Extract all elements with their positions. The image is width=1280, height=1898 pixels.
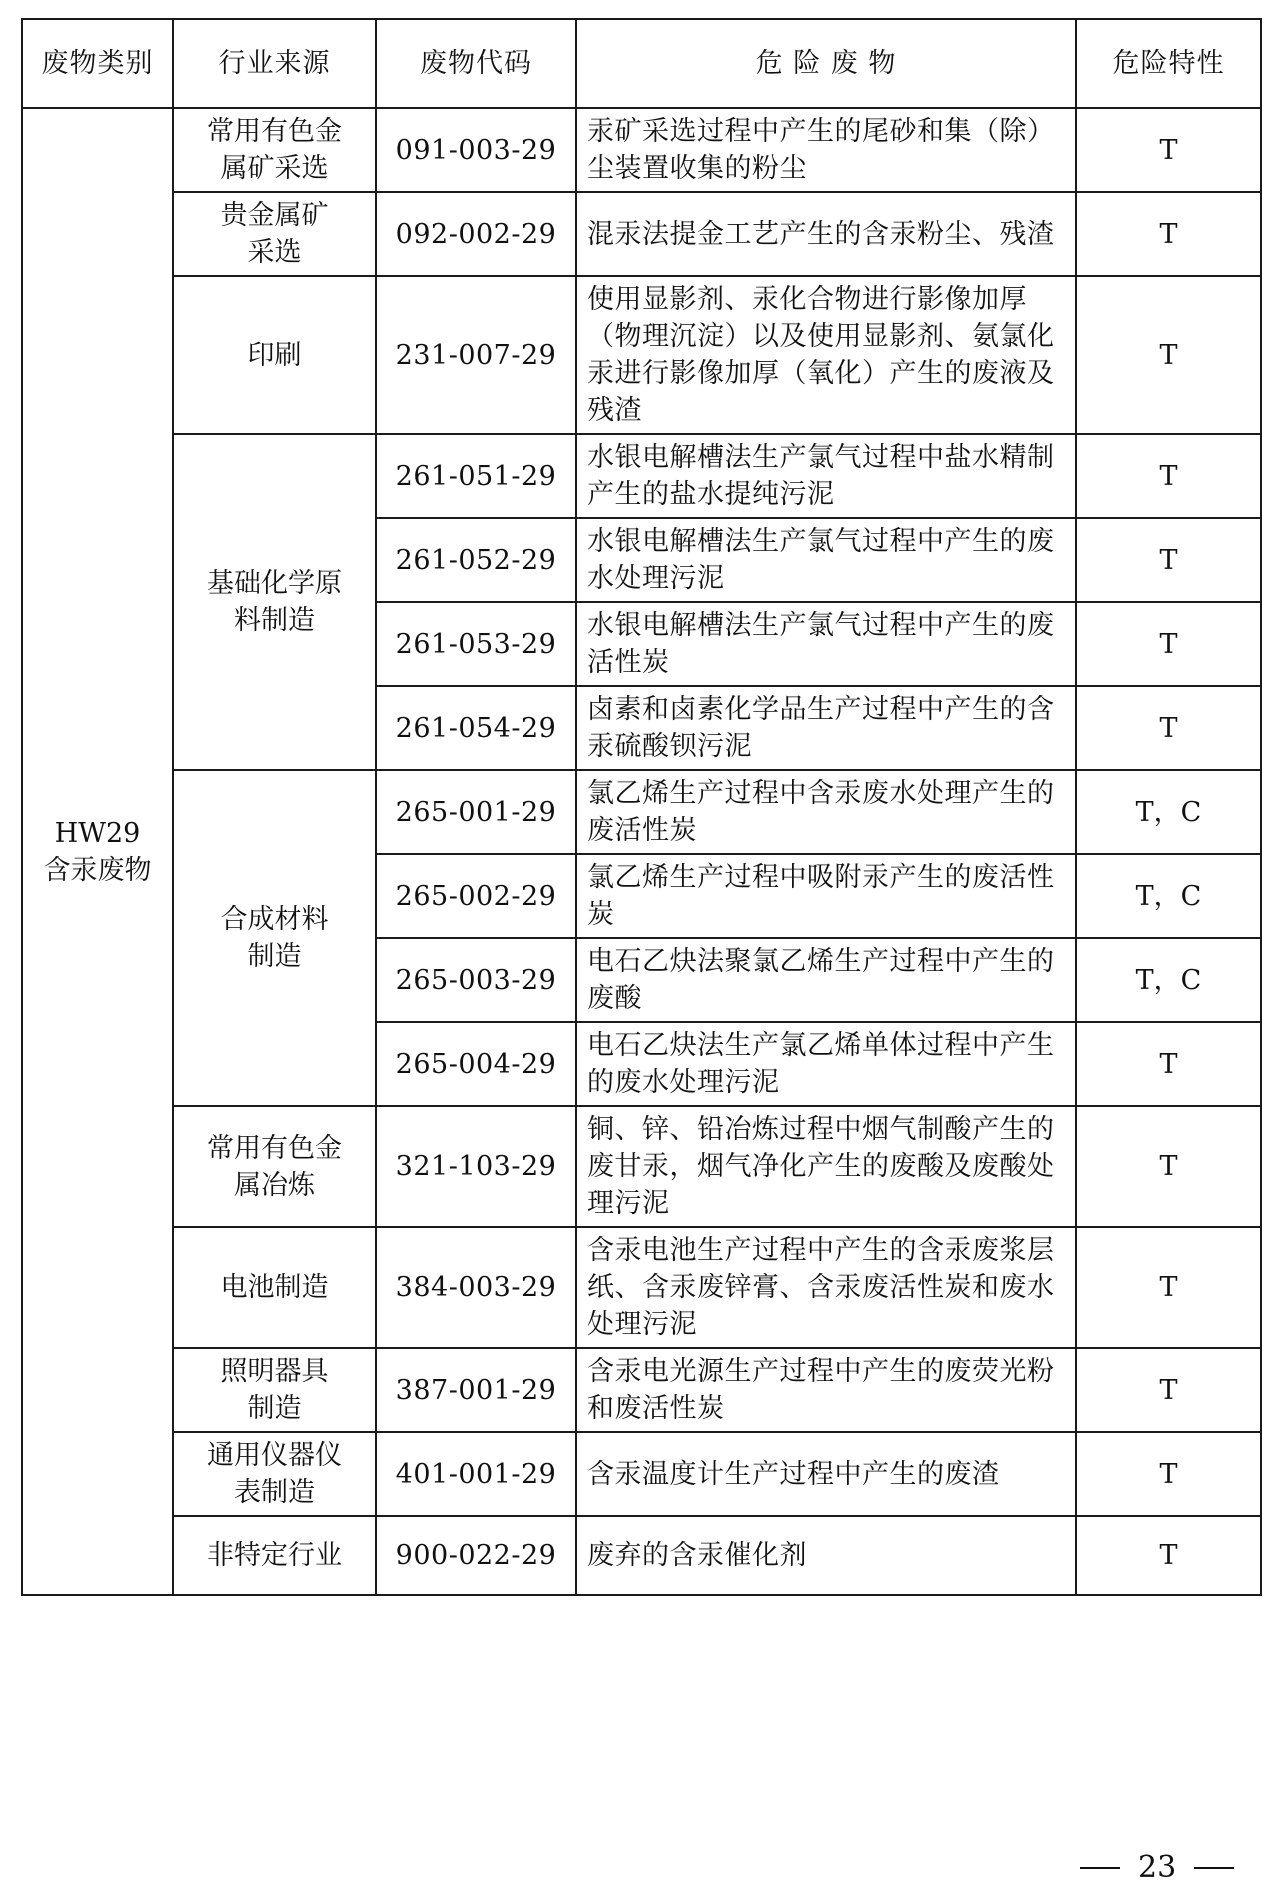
source-line: 料制造 bbox=[234, 605, 315, 636]
waste-code-cell: 265-002-29 bbox=[376, 854, 576, 938]
waste-description-cell: 电石乙炔法生产氯乙烯单体过程中产生的废水处理污泥 bbox=[576, 1022, 1076, 1106]
hazard-property-cell: T bbox=[1076, 1106, 1261, 1227]
waste-code-cell: 900-022-29 bbox=[376, 1516, 576, 1595]
waste-code-cell: 321-103-29 bbox=[376, 1106, 576, 1227]
waste-code-cell: 265-003-29 bbox=[376, 938, 576, 1022]
waste-code-cell: 231-007-29 bbox=[376, 276, 576, 434]
hazard-property-cell: T bbox=[1076, 1516, 1261, 1595]
hazard-property-cell: T bbox=[1076, 1022, 1261, 1106]
source-line: 合成材料 bbox=[220, 904, 329, 935]
category-code: HW29 bbox=[54, 817, 141, 849]
footer-dash-right bbox=[1194, 1867, 1234, 1869]
waste-description-cell: 含汞电池生产过程中产生的含汞废浆层纸、含汞废锌膏、含汞废活性炭和废水处理污泥 bbox=[576, 1227, 1076, 1348]
table-row bbox=[22, 1348, 1261, 1432]
table-row bbox=[22, 276, 1261, 434]
source-cell bbox=[173, 276, 376, 434]
source-cell bbox=[173, 108, 376, 192]
hazard-property-cell: T，C bbox=[1076, 854, 1261, 938]
waste-description-cell: 氯乙烯生产过程中含汞废水处理产生的废活性炭 bbox=[576, 770, 1076, 854]
waste-code-cell: 387-001-29 bbox=[376, 1348, 576, 1432]
waste-description-cell: 水银电解槽法生产氯气过程中产生的废水处理污泥 bbox=[576, 518, 1076, 602]
source-line: 照明器具 bbox=[220, 1356, 329, 1387]
waste-code-cell: 261-051-29 bbox=[376, 434, 576, 518]
source-line: 属矿采选 bbox=[220, 153, 329, 184]
waste-code-cell: 265-001-29 bbox=[376, 770, 576, 854]
waste-code-cell: 401-001-29 bbox=[376, 1432, 576, 1516]
table-row bbox=[22, 1106, 1261, 1227]
waste-code-cell: 265-004-29 bbox=[376, 1022, 576, 1106]
source-line: 基础化学原 bbox=[207, 568, 342, 599]
source-cell bbox=[173, 1227, 376, 1348]
waste-description-cell: 含汞温度计生产过程中产生的废渣 bbox=[576, 1432, 1076, 1516]
source-cell bbox=[173, 1348, 376, 1432]
table-row bbox=[22, 108, 1261, 192]
header-code: 废物代码 bbox=[376, 19, 576, 108]
source-line: 电池制造 bbox=[220, 1272, 329, 1303]
table-row bbox=[22, 434, 1261, 518]
source-line: 常用有色金 bbox=[207, 116, 342, 147]
hazard-property-cell: T bbox=[1076, 602, 1261, 686]
header-property: 危险特性 bbox=[1076, 19, 1261, 108]
source-line: 制造 bbox=[247, 1393, 302, 1424]
waste-description-cell: 卤素和卤素化学品生产过程中产生的含汞硫酸钡污泥 bbox=[576, 686, 1076, 770]
source-line: 非特定行业 bbox=[207, 1540, 342, 1571]
source-line: 常用有色金 bbox=[207, 1132, 342, 1164]
hazard-property-cell: T bbox=[1076, 108, 1261, 192]
category-cell bbox=[22, 108, 173, 1595]
hazard-property-cell: T bbox=[1076, 434, 1261, 518]
table-header-row bbox=[22, 19, 1261, 108]
source-line: 采选 bbox=[247, 237, 302, 268]
source-line: 贵金属矿 bbox=[220, 200, 329, 231]
waste-description-cell: 水银电解槽法生产氯气过程中产生的废活性炭 bbox=[576, 602, 1076, 686]
waste-description-cell: 铜、锌、铅冶炼过程中烟气制酸产生的废甘汞，烟气净化产生的废酸及废酸处理污泥 bbox=[576, 1106, 1076, 1227]
source-cell bbox=[173, 434, 376, 770]
waste-code-cell: 261-054-29 bbox=[376, 686, 576, 770]
source-line: 印刷 bbox=[247, 339, 302, 371]
hazard-property-cell: T，C bbox=[1076, 938, 1261, 1022]
table-row bbox=[22, 1516, 1261, 1595]
source-cell bbox=[173, 192, 376, 276]
table-row bbox=[22, 1227, 1261, 1348]
hazardous-waste-table bbox=[21, 18, 1262, 1596]
source-cell bbox=[173, 770, 376, 1106]
page-number: 23 bbox=[1138, 1850, 1177, 1885]
category-name: 含汞废物 bbox=[43, 854, 152, 886]
header-source: 行业来源 bbox=[173, 19, 376, 108]
hazard-property-cell: T，C bbox=[1076, 770, 1261, 854]
waste-description-cell: 使用显影剂、汞化合物进行影像加厚（物理沉淀）以及使用显影剂、氨氯化汞进行影像加厚（氧化）产生的废液及残渣 bbox=[576, 276, 1076, 434]
waste-description-cell: 含汞电光源生产过程中产生的废荧光粉和废活性炭 bbox=[576, 1348, 1076, 1432]
waste-description-cell: 汞矿采选过程中产生的尾砂和集（除）尘装置收集的粉尘 bbox=[576, 108, 1076, 192]
header-category: 废物类别 bbox=[22, 19, 173, 108]
waste-code-cell: 092-002-29 bbox=[376, 192, 576, 276]
source-line: 通用仪器仪 bbox=[207, 1440, 342, 1471]
hazard-property-cell: T bbox=[1076, 518, 1261, 602]
table-body bbox=[22, 108, 1261, 1595]
waste-code-cell: 261-052-29 bbox=[376, 518, 576, 602]
hazard-property-cell: T bbox=[1076, 276, 1261, 434]
waste-description-cell: 废弃的含汞催化剂 bbox=[576, 1516, 1076, 1595]
table-row bbox=[22, 770, 1261, 854]
source-cell bbox=[173, 1106, 376, 1227]
hazard-property-cell: T bbox=[1076, 1432, 1261, 1516]
waste-description-cell: 混汞法提金工艺产生的含汞粉尘、残渣 bbox=[576, 192, 1076, 276]
table-row bbox=[22, 1432, 1261, 1516]
table-row bbox=[22, 192, 1261, 276]
header-hazardous-waste: 危 险 废 物 bbox=[576, 19, 1076, 108]
waste-code-cell: 261-053-29 bbox=[376, 602, 576, 686]
source-line: 表制造 bbox=[234, 1477, 315, 1508]
footer-dash-left bbox=[1080, 1867, 1120, 1869]
source-cell bbox=[173, 1516, 376, 1595]
source-cell bbox=[173, 1432, 376, 1516]
hazard-property-cell: T bbox=[1076, 1227, 1261, 1348]
waste-description-cell: 氯乙烯生产过程中吸附汞产生的废活性炭 bbox=[576, 854, 1076, 938]
waste-code-cell: 091-003-29 bbox=[376, 108, 576, 192]
waste-description-cell: 电石乙炔法聚氯乙烯生产过程中产生的废酸 bbox=[576, 938, 1076, 1022]
hazard-property-cell: T bbox=[1076, 1348, 1261, 1432]
page-footer bbox=[1080, 1850, 1234, 1885]
hazard-property-cell: T bbox=[1076, 686, 1261, 770]
source-line: 制造 bbox=[247, 941, 302, 972]
hazard-property-cell: T bbox=[1076, 192, 1261, 276]
waste-code-cell: 384-003-29 bbox=[376, 1227, 576, 1348]
source-line: 属冶炼 bbox=[234, 1169, 315, 1201]
waste-description-cell: 水银电解槽法生产氯气过程中盐水精制产生的盐水提纯污泥 bbox=[576, 434, 1076, 518]
